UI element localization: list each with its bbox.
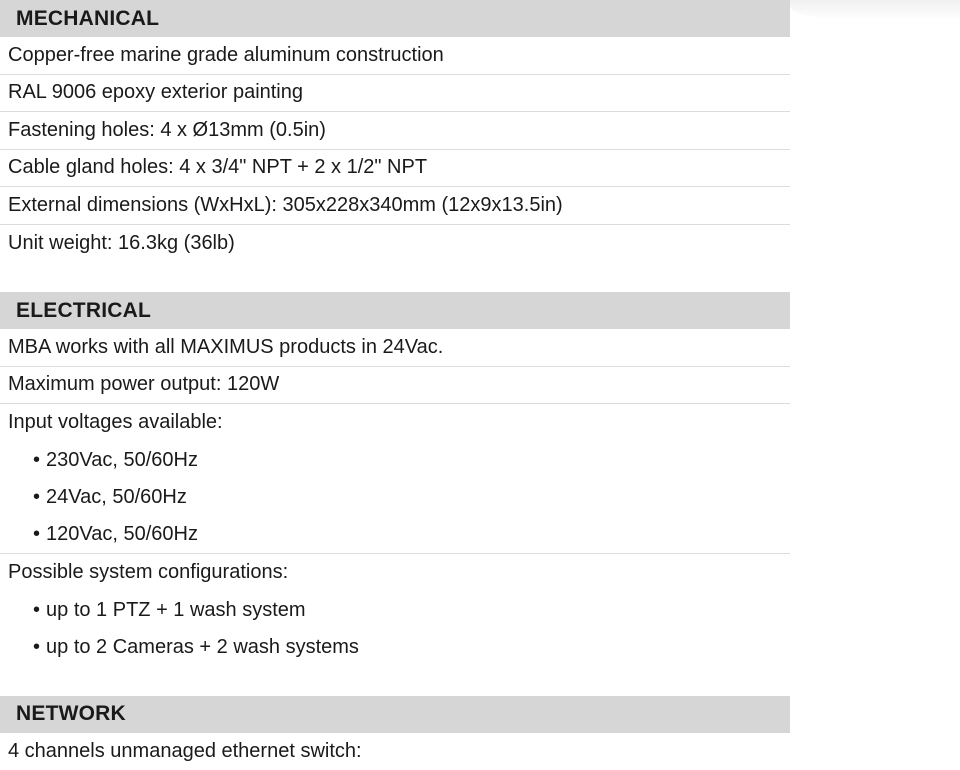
bullet-icon: • — [33, 486, 41, 509]
bullet-icon: • — [33, 636, 41, 659]
voltage-label: 230Vac, 50/60Hz — [46, 448, 198, 471]
config-label: up to 1 PTZ + 1 wash system — [46, 598, 306, 621]
spec-row: Possible system configurations: — [8, 561, 289, 584]
voltage-list-item — [0, 442, 790, 480]
voltage-list-item — [0, 517, 790, 555]
network-header: NETWORK — [0, 696, 790, 733]
spec-row: Cable gland holes: 4 x 3/4" NPT + 2 x 1/2" NPT — [0, 150, 790, 188]
spec-row: Maximum power output: 120W — [0, 367, 790, 405]
config-list-item — [0, 592, 790, 630]
spec-row: RAL 9006 epoxy exterior painting — [0, 75, 790, 113]
voltage-label: 24Vac, 50/60Hz — [46, 486, 187, 509]
voltage-list-item — [0, 479, 790, 517]
config-label: up to 2 Cameras + 2 wash systems — [46, 636, 359, 659]
config-list-item — [0, 629, 790, 667]
spec-row: 4 channels unmanaged ethernet switch: — [8, 739, 362, 762]
spec-row: Fastening holes: 4 x Ø13mm (0.5in) — [0, 112, 790, 150]
network-section — [0, 696, 790, 770]
mechanical-header: MECHANICAL — [0, 0, 790, 37]
spec-row: Unit weight: 16.3kg (36lb) — [8, 231, 235, 254]
spec-row: External dimensions (WxHxL): 305x228x340mm (12x9x13.5in) — [0, 187, 790, 225]
electrical-section — [0, 292, 790, 667]
mechanical-section — [0, 0, 790, 262]
spec-row: MBA works with all MAXIMUS products in 24Vac. — [0, 329, 790, 367]
spec-row: Copper-free marine grade aluminum construction — [0, 37, 790, 75]
spec-row: Input voltages available: — [8, 411, 223, 434]
voltage-label: 120Vac, 50/60Hz — [46, 523, 198, 546]
bullet-icon: • — [33, 598, 41, 621]
electrical-header: ELECTRICAL — [0, 292, 790, 329]
bullet-icon: • — [33, 448, 41, 471]
page-shadow-decoration — [790, 0, 960, 20]
bullet-icon: • — [33, 523, 41, 546]
